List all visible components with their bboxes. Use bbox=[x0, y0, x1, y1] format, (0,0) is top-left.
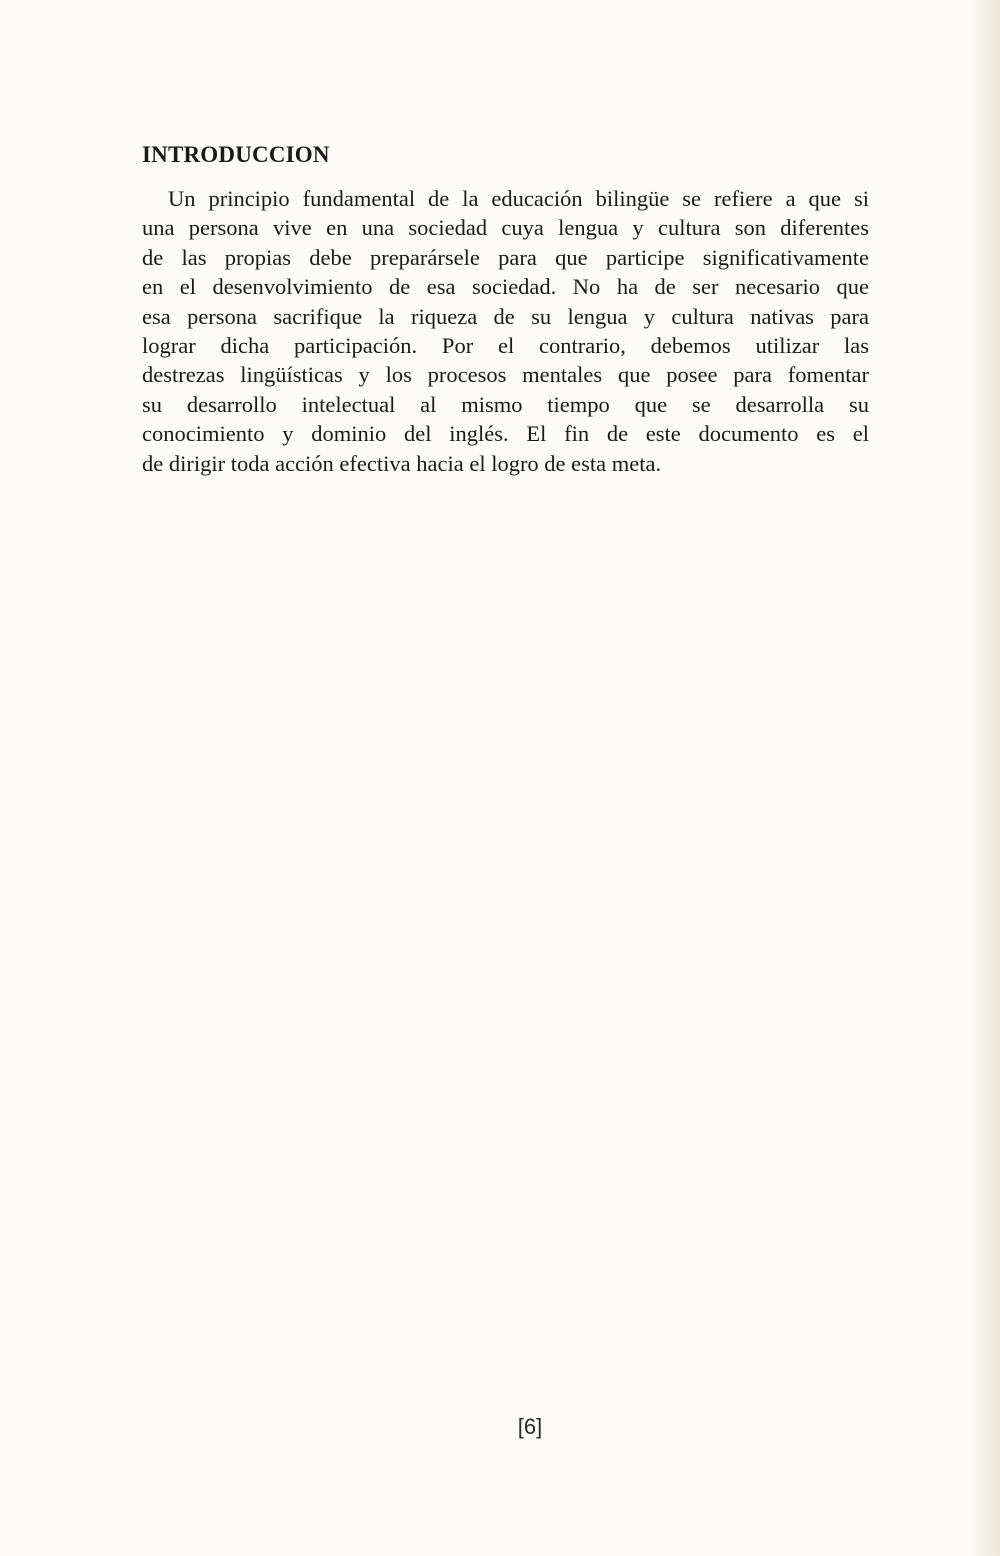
paragraph-line-text: una persona vive en una sociedad cuya lengua y cultura son diferentes bbox=[142, 215, 869, 241]
paragraph-line bbox=[142, 243, 869, 272]
paragraph-line bbox=[142, 360, 869, 389]
paragraph-line-text: esa persona sacrifique la riqueza de su lengua y cultura nativas para bbox=[142, 303, 869, 329]
paragraph-line-text: lograr dicha participación. Por el contrario, debemos utilizar las bbox=[142, 332, 869, 358]
paragraph-line-text: su desarrollo intelectual al mismo tiempo que se desarrolla su bbox=[142, 391, 869, 417]
paragraph-line-text: Un principio fundamental de la educación bilingüe se refiere a que si bbox=[168, 186, 869, 211]
page-edge-shading bbox=[970, 0, 1000, 1556]
paragraph-line-text: destrezas lingüísticas y los procesos mentales que posee para fomentar bbox=[142, 362, 869, 388]
paragraph-line bbox=[142, 331, 869, 360]
section-heading: INTRODUCCION bbox=[142, 142, 330, 167]
paragraph-line bbox=[142, 419, 869, 448]
paragraph-line-text: de las propias debe preparársele para que participe significativamente bbox=[142, 244, 869, 270]
paragraph-line bbox=[142, 390, 869, 419]
page-number: [6] bbox=[517, 1414, 543, 1439]
paragraph-line bbox=[142, 449, 869, 478]
paragraph-line-text: conocimiento y dominio del inglés. El fin de este documento es el bbox=[142, 421, 869, 447]
paragraph-line bbox=[142, 302, 869, 331]
paragraph-line-text: de dirigir toda acción efectiva hacia el logro de esta meta. bbox=[142, 450, 662, 476]
introduction-paragraph bbox=[142, 184, 869, 478]
paragraph-line bbox=[142, 272, 869, 301]
paragraph-line bbox=[142, 213, 869, 242]
paragraph-line-text: en el desenvolvimiento de esa sociedad. No ha de ser necesario que bbox=[142, 274, 869, 300]
paragraph-line bbox=[142, 184, 869, 213]
